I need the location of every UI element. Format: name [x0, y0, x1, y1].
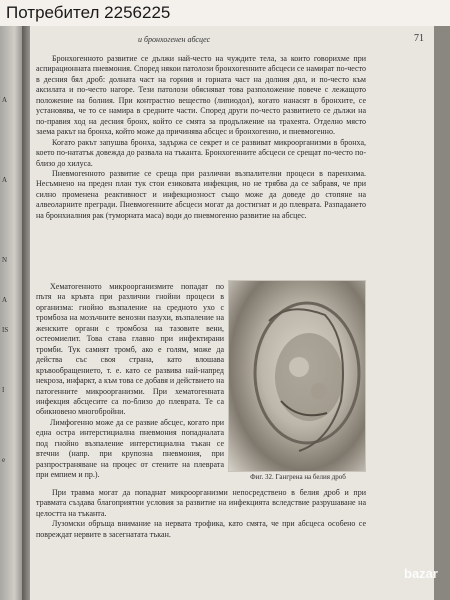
svg-text:bazar: bazar [404, 566, 438, 581]
top-text-block [36, 54, 366, 221]
left-page-letter: IS [2, 326, 9, 334]
paragraph: Пневмогенното развитие се среща при различни възпалителни процеси в паренхима. Несъмнено на преден план тук стои езиковата инфекция, но не трябва да се забравя, че при силно променена реактивност и инфекциозност също може да доведе до стопяне на алвеоларните прегради. Пневмогенните абсцеси могат да достигнат и до плеврата. Разпадането на бронхиалния рак (туморната маса) води до пневмогенно развитие на абсцес. [36, 168, 366, 220]
left-column-text [36, 282, 224, 481]
paragraph: Когато ракът запушва бронха, задържа се секрет и се развиват микроорганизми в бронха, което по-нататък довежда до развала на тъканта. Бронхогенните абсцеси се срещат по-често по-близо до хилуса. [36, 137, 366, 168]
bazar-logo-watermark [398, 564, 444, 594]
left-page-letter: A [2, 176, 8, 184]
figure-illustration [229, 281, 365, 471]
bottom-text-block [36, 488, 366, 540]
page-header [138, 32, 428, 46]
bazar-logo-icon [398, 564, 444, 582]
left-page-letter: e [2, 456, 6, 464]
figure-caption: Фиг. 32. Гангрена на белия дроб [250, 473, 346, 481]
running-title: и бронхогенен абсцес [138, 35, 211, 44]
page-number: 71 [414, 33, 424, 44]
paragraph: Лимфогенно може да се развие абсцес, когато при една остра интерстициална пневмония попадналата под гнойно възпаление интерстициална тъкан се втечни (напр. при крупозна пневмония, при разпространяване на процес от стените на плеврата при емпием и пр.). [36, 417, 224, 480]
paragraph: Хематогенното микроорганизмите попадат по пътя на кръвта при различни гнойни процеси в организма: гнойно възпаление на средното ухо с тромбоза на мозъчните венозни пазухи, възпаление на женските органи с тромбоза на тазовите вени, остеомиелит. Това става главно при инфектирани тромби. Тук самият тромб, ако е голям, може да действа със своя страна, като влошава кръвообращението, т. е. като се развива най-напред некроза, инфаркт, а към това се добавя и действието на патогенните микроорганизми. При хематогенната инфекция абсцесите са по-близо до плеврата. Те са обикновено многобройни. [36, 282, 224, 417]
lung-gangrene-photo [228, 280, 366, 472]
paragraph: При травма могат да попаднат микроорганизми непосредствено в белия дроб и при травмата създава благоприятни условия за развитие на инфекцията вследствие разрушаване на целостта на тъканта. [36, 488, 366, 518]
left-page-letter: I [2, 386, 5, 394]
left-page-letter: N [2, 256, 8, 264]
paragraph: Лузомски обръща внимание на нервата трофика, като смята, че при абсцеса особено се повреждат нервите в засегнатата тъкан. [36, 519, 366, 539]
book-page [30, 26, 434, 600]
paragraph: Бронхогенното развитие се дължи най-често на чуждите тела, за които говорихме при аспирационната пневмония. Според някои патолози бронхогенните абсцеси се намират по-често в десния бял дроб: долната част на горния и горната част на долния дял, и по-често към аксилата и по-често нагоре. Тези патолози обясняват това разположение повече с лежащото положение на болния. При контрастно вещество (липиодол), когато нанасят в бронхите, се установява, че то се намира в средните части. Според други по-често развитието се дължи на по-правия ход на десния бронх, който се смята за продължение на трахеята. Отделно място заема ракът на бронха, който може да причинява абсцес и бронхогенно, и пневмогенно. [36, 54, 366, 137]
left-page-letter: A [2, 96, 8, 104]
left-page-letter: A [2, 296, 8, 304]
left-page-edge [0, 26, 24, 600]
seller-banner: Потребител 2256225 [0, 0, 450, 26]
